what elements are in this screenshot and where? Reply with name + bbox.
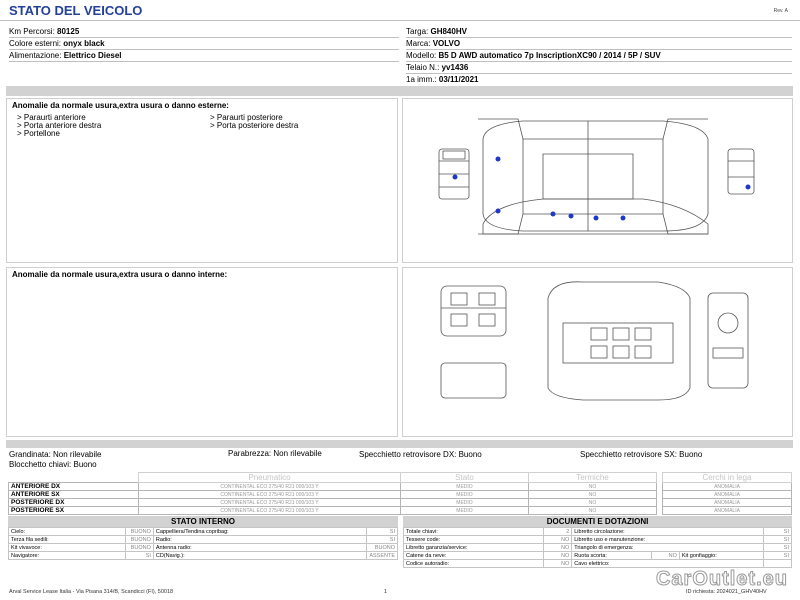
cell-label: Ruota scorta: [572,552,652,560]
cell-value: SI [764,544,792,552]
section-band [6,86,793,96]
internal-diagram-panel [402,267,793,437]
info-alimentazione-value: Elettrico Diesel [63,51,122,60]
specchietto-dx-status: Specchietto retrovisore DX: Buono [359,450,482,459]
tire-position: ANTERIORE DX [9,483,139,491]
info-modello [406,50,792,61]
cell-label: CD(Navig.): [153,552,366,560]
tire-stato: MEDIO [401,491,529,499]
vehicle-info-right [406,26,792,85]
tires-table [8,472,792,515]
info-targa-label: Targa: [406,27,429,36]
tire-termiche: NO [529,499,657,507]
tire-stato: MEDIO [401,483,529,491]
tire-model: CONTINENTAL ECO 275/40 R21 000/103 Y [139,491,401,499]
cell-label: Triangolo di emergenza: [572,544,764,552]
damage-item: > Portellone [17,129,60,138]
info-imm-label: 1a imm.: [406,75,437,84]
damage-item: > Porta anteriore destra [17,121,102,130]
info-km-value: 80125 [57,27,80,36]
table-row [404,544,792,552]
cell-value: SI [367,528,398,536]
info-telaio-label: Telaio N.: [406,63,440,72]
tire-position: ANTERIORE SX [9,491,139,499]
table-row [9,528,398,536]
footer-address: Arval Service Lease Italia - Via Pisana 314/B, Scandicci (FI), 50018 [9,589,174,595]
info-telaio-value: yv1436 [441,63,469,72]
external-damage-heading: Anomalie da normale usura,extra usura o danno esterne: [12,101,229,110]
tire-model: CONTINENTAL ECO 275/40 R21 000/103 Y [139,483,401,491]
table-row [9,507,792,515]
internal-damage-panel [6,267,398,437]
car-top-view [478,119,708,234]
cell-value: 2 [544,528,572,536]
damage-item: > Porta posteriore destra [210,121,299,130]
interior-dashboard [708,293,748,388]
tire-position: POSTERIORE SX [9,507,139,515]
info-alimentazione [9,50,399,61]
car-exterior-diagram [403,99,792,262]
cell-value: NO [651,552,679,560]
stato-interno-title: STATO INTERNO [8,516,398,527]
tire-cerchi: ANOMALIA [663,499,792,507]
tires-header-cerchi: Cerchi in lega [663,473,792,483]
info-imm-value: 03/11/2021 [438,75,479,84]
interior-rear [441,363,506,398]
interior-cabin [548,282,690,400]
table-row [9,491,792,499]
footer-page-number: 1 [384,589,388,595]
tires-header-termiche: Termiche [529,473,657,483]
cell-value: SI [367,536,398,544]
cell-label: Catene da neve: [404,552,544,560]
section-band [6,440,793,448]
cell-value [764,560,792,568]
car-interior-diagram [403,268,792,436]
documenti-section [403,516,792,568]
cell-label: Totale chiavi: [404,528,544,536]
table-row [404,536,792,544]
cell-value: ASSENTE [367,552,398,560]
info-immatricolazione [406,74,792,85]
cell-label: Kit gonfiaggio: [679,552,763,560]
damage-item: > Paraurti posteriore [210,113,283,122]
cell-value: BUONO [125,536,153,544]
cell-label: Cappelliera/Tendina copribag: [153,528,366,536]
tire-stato: MEDIO [401,507,529,515]
table-row [404,560,792,568]
table-row [9,552,398,560]
interior-front-seats [441,286,506,336]
damage-markers [453,157,751,221]
stato-interno-section [8,516,398,560]
tire-model: CONTINENTAL ECO 275/40 R21 000/103 Y [139,499,401,507]
info-colore-label: Colore esterni: [9,39,62,48]
internal-damage-heading: Anomalie da normale usura,extra usura o danno interne: [12,270,228,279]
external-damage-list-1 [17,114,101,138]
info-marca [406,38,792,49]
info-marca-value: VOLVO [432,39,461,48]
watermark-logo: CarOutlet.eu [655,568,788,590]
cell-value: NO [544,560,572,568]
table-row [404,528,792,536]
cell-label: Radio: [153,536,366,544]
table-row [404,552,792,560]
info-modello-value: B5 D AWD automatico 7p InscriptionXC90 / 2014 / 5P / SUV [438,51,661,60]
cell-label: Navigatore: [9,552,126,560]
cell-value: SI [125,552,153,560]
table-row [9,483,792,491]
info-km [9,26,399,37]
cell-label: Libretto garanzia/service: [404,544,544,552]
cell-value: BUONO [125,528,153,536]
cell-label: Cavo elettrico: [572,560,764,568]
cell-value: BUONO [367,544,398,552]
table-row [9,499,792,507]
damage-item: > Paraurti anteriore [17,113,86,122]
cell-label: Antenna radio: [153,544,366,552]
specchietto-sx-status: Specchietto retrovisore SX: Buono [580,450,703,459]
cell-value: SI [764,552,792,560]
cell-label: Kit vivavoce: [9,544,126,552]
info-km-label: Km Percorsi: [9,27,55,36]
tire-position: POSTERIORE DX [9,499,139,507]
parabrezza-status: Parabrezza: Non rilevabile [228,449,322,458]
table-row [9,536,398,544]
cell-label: Libretto circolazione: [572,528,764,536]
tire-cerchi: ANOMALIA [663,483,792,491]
grandinata-status: Grandinata: Non rilevabile [9,450,102,459]
tire-cerchi: ANOMALIA [663,491,792,499]
page-title: STATO DEL VEICOLO [9,3,143,18]
info-targa [406,26,792,37]
cell-value: BUONO [125,544,153,552]
cell-value: SI [764,528,792,536]
cell-label: Terza fila sedili: [9,536,126,544]
external-damage-list-2 [210,114,298,130]
blocchetto-status: Blocchetto chiavi: Buono [9,460,97,469]
external-damage-panel [6,98,398,263]
tire-stato: MEDIO [401,499,529,507]
info-marca-label: Marca: [406,39,431,48]
cell-label: Cielo: [9,528,126,536]
cell-value: SI [764,536,792,544]
tire-termiche: NO [529,483,657,491]
cell-value: NO [544,536,572,544]
cell-value: NO [544,552,572,560]
cell-label: Tessere code: [404,536,544,544]
info-colore [9,38,399,49]
vehicle-info-left [9,26,399,62]
tire-model: CONTINENTAL ECO 275/40 R21 000/103 Y [139,507,401,515]
cell-label: Codice autoradio: [404,560,544,568]
tires-header-stato: Stato [401,473,529,483]
info-alimentazione-label: Alimentazione: [9,51,62,60]
table-row [9,544,398,552]
divider [0,20,800,21]
info-colore-value: onyx black [63,39,105,48]
tire-termiche: NO [529,507,657,515]
info-telaio [406,62,792,73]
info-modello-label: Modello: [406,51,437,60]
documenti-title: DOCUMENTI E DOTAZIONI [403,516,792,527]
revision-label: Rev. A [773,8,788,14]
footer-id: ID richiesta: 2024021_GHV40HV [686,589,767,595]
cell-label: Libretto uso e manutenzione: [572,536,764,544]
car-front-view [439,149,469,199]
tires-header-pneumatico: Pneumatico [139,473,401,483]
external-diagram-panel [402,98,793,263]
info-targa-value: GH840HV [430,27,467,36]
tire-termiche: NO [529,491,657,499]
tire-cerchi: ANOMALIA [663,507,792,515]
cell-value: NO [544,544,572,552]
